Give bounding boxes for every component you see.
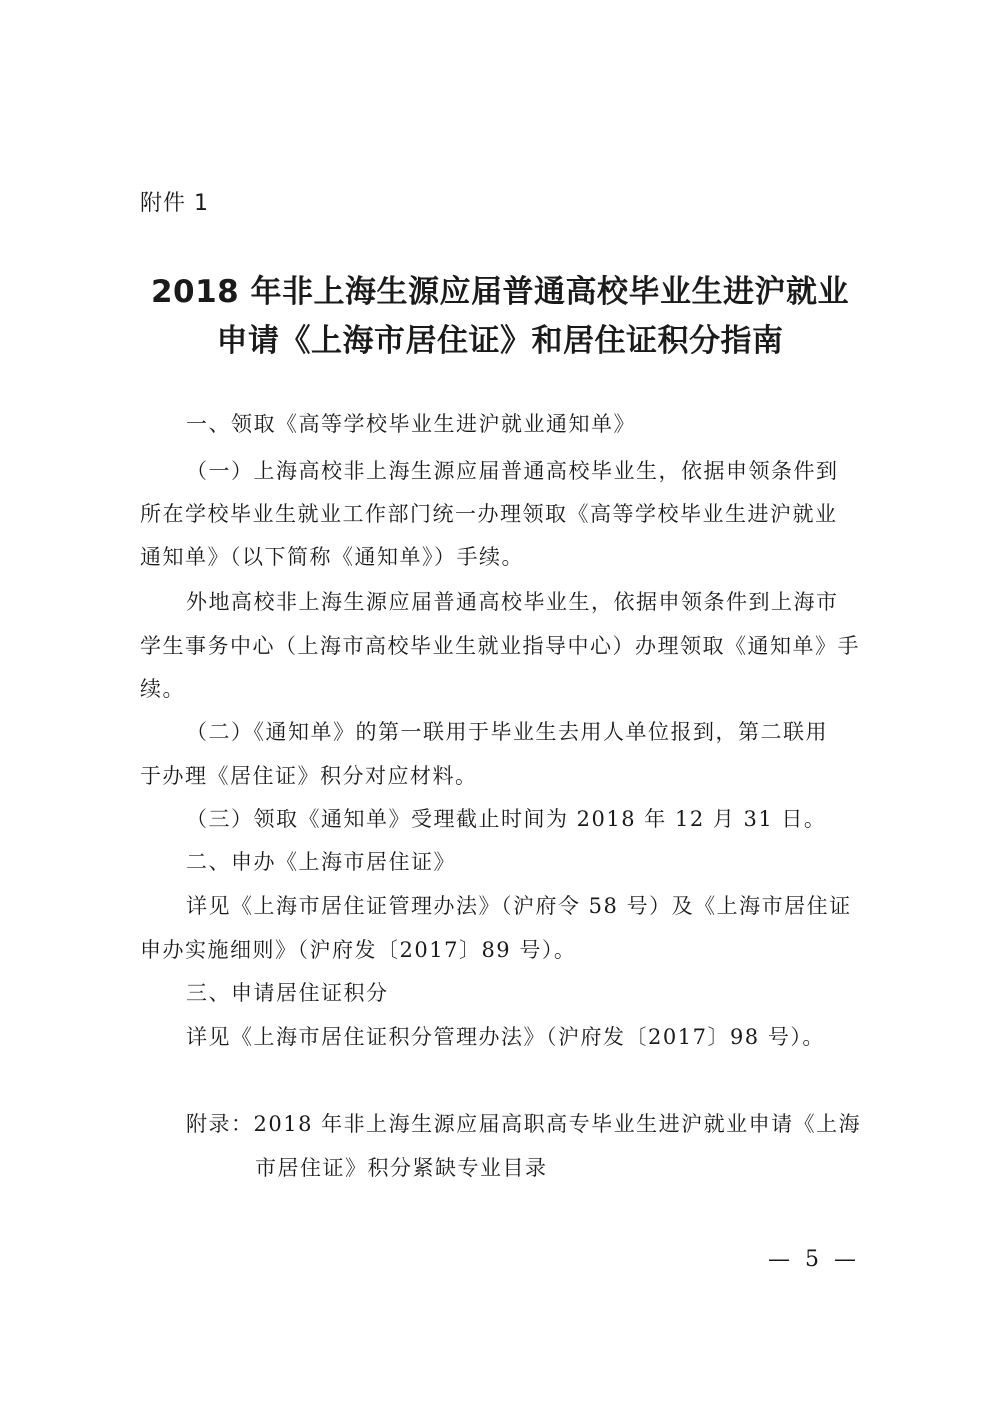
section-1-para-4-line-1: （三）领取《通知单》受理截止时间为 2018 年 12 月 31 日。 [186,807,827,831]
appendix-line-1: 附录：2018 年非上海生源应届高职高专毕业生进沪就业申请《上海 [186,1112,862,1136]
section-1-para-2-line-1: 外地高校非上海生源应届普通高校毕业生，依据申领条件到上海市 [186,590,839,614]
section-1-para-3-line-1: （二）《通知单》的第一联用于毕业生去用人单位报到，第二联用 [186,720,828,744]
section-1-heading: 一、领取《高等学校毕业生进沪就业通知单》 [186,412,636,436]
attachment-label: 附件 1 [140,191,209,216]
section-3-heading: 三、申请居住证积分 [186,981,389,1005]
section-1-para-2-line-2: 学生事务中心（上海市高校毕业生就业指导中心）办理领取《通知单》手 [140,634,860,658]
section-2-para-1-line-2: 申办实施细则》（沪府发〔2017〕89 号）。 [140,938,577,962]
section-2-para-1-line-1: 详见《上海市居住证管理办法》（沪府令 58 号）及《上海市居住证 [186,894,852,918]
section-1-para-2-line-3: 续。 [140,677,185,701]
section-1-para-1-line-3: 通知单》（以下简称《通知单》）手续。 [140,545,524,569]
appendix-line-2: 市居住证》积分紧缺专业目录 [255,1156,548,1180]
document-title-line-1: 2018 年非上海生源应届普通高校毕业生进沪就业 [150,274,850,310]
section-2-heading: 二、申办《上海市居住证》 [186,850,456,874]
section-1-para-1-line-1: （一）上海高校非上海生源应届普通高校毕业生，依据申领条件到 [186,459,839,483]
section-1-para-3-line-2: 于办理《居住证》积分对应材料。 [140,764,478,788]
page-number: — 5 — [768,1247,860,1272]
section-3-para-1-line-1: 详见《上海市居住证积分管理办法》（沪府发〔2017〕98 号）。 [186,1025,825,1049]
document-title-line-2: 申请《上海市居住证》和居住证积分指南 [216,323,784,359]
section-1-para-1-line-2: 所在学校毕业生就业工作部门统一办理领取《高等学校毕业生进沪就业 [140,502,838,526]
